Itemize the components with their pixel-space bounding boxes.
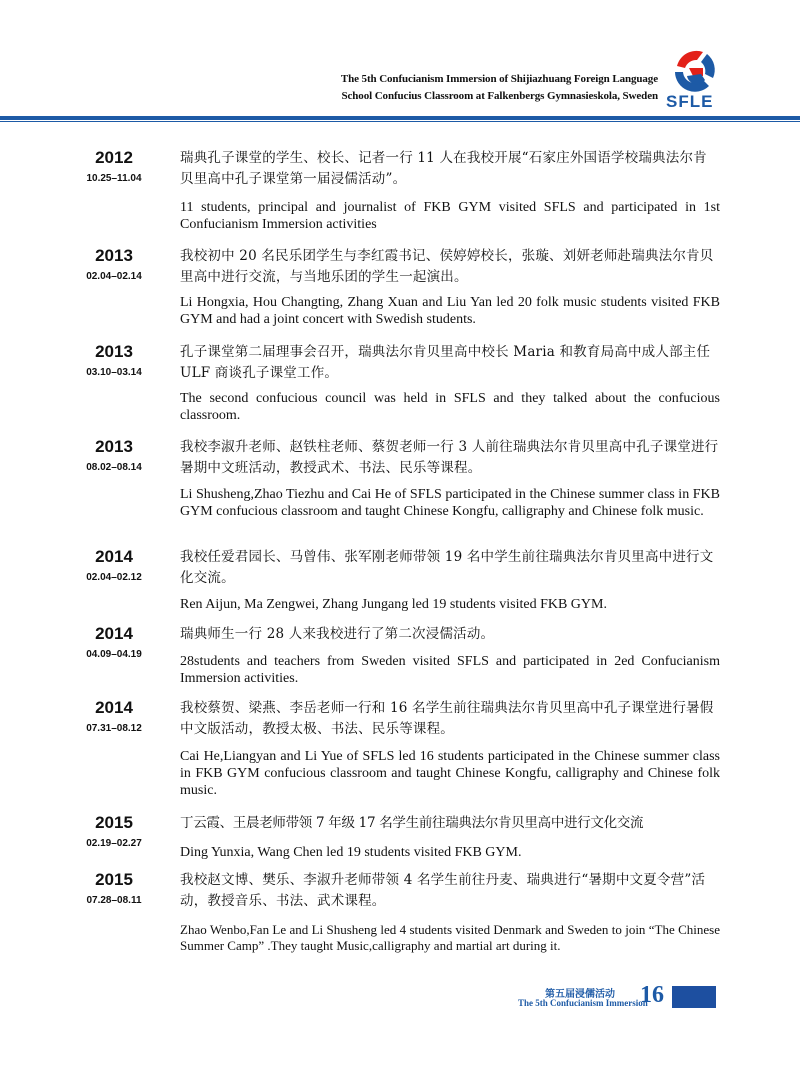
entry-english-text: Cai He,Liangyan and Li Yue of SFLS led 16 students participated in the Chinese summer class in FKB GYM confucious classroom and taught Chinese Kongfu, calligraphy and Chinese folk music.: [180, 749, 720, 798]
entry-year: 2012: [95, 148, 133, 167]
entry-chinese-text: 丁云霞、王晨老师带领 7 年级 17 名学生前往瑞典法尔肯贝里高中进行文化交流: [180, 815, 644, 831]
entry-date: [62, 698, 166, 736]
header-title: [341, 71, 658, 105]
entry-english-text: Ding Yunxia, Wang Chen led 19 students visited FKB GYM.: [180, 845, 522, 860]
entry-date-range: 02.19–02.27: [86, 838, 142, 849]
entry-year: 2013: [95, 437, 133, 456]
entry-date-range: 02.04–02.14: [86, 271, 142, 282]
entry-year: 2014: [95, 547, 133, 566]
entry-date-range: 02.04–02.12: [86, 572, 142, 583]
entry-date-range: 07.31–08.12: [86, 723, 142, 734]
entry-date-range: 04.09–04.19: [86, 649, 142, 660]
entry-year: 2013: [95, 246, 133, 265]
entry-date-range: 08.02–08.14: [86, 462, 142, 473]
entry-date: [62, 813, 166, 851]
entry-chinese-text: 我校初中 20 名民乐团学生与李红霞书记、侯婷婷校长，张璇、刘妍老师赴瑞典法尔肯贝里高中进行交流，与当地乐团的学生一起演出。: [180, 248, 714, 285]
entry-date: [62, 624, 166, 662]
entry-year: 2014: [95, 698, 133, 717]
entry-english-text: 11 students, principal and journalist of FKB GYM visited SFLS and participated in 1st Confucianism Immersion activities: [180, 200, 720, 232]
entry-date: [62, 148, 166, 186]
header-divider-thin: [0, 121, 800, 122]
entry-date: [62, 870, 166, 908]
entry-date-range: 10.25–11.04: [86, 173, 142, 184]
entry-english-text: Zhao Wenbo,Fan Le and Li Shusheng led 4 students visited Denmark and Sweden to join “The Chinese Summer Camp” .They taught Music,calligraphy and martial art during it.: [180, 922, 720, 953]
entry-year: 2015: [95, 813, 133, 832]
logo-text: SFLE: [666, 92, 714, 111]
footer-chinese-title: 第五届浸儒活动: [545, 989, 615, 1000]
entry-chinese-text: 瑞典孔子课堂的学生、校长、记者一行 11 人在我校开展“石家庄外国语学校瑞典法尔肯贝里高中孔子课堂第一届浸儒活动”。: [180, 150, 707, 187]
entry-date: [62, 246, 166, 284]
entry-date: [62, 547, 166, 585]
entry-date-range: 03.10–03.14: [86, 367, 142, 378]
header-divider: [0, 116, 800, 120]
entry-english-text: The second confucious council was held in SFLS and they talked about the confucious classroom.: [180, 391, 720, 423]
header-title-line2: School Confucius Classroom at Falkenbergs Gymnasieskola, Sweden: [341, 90, 658, 102]
entry-chinese-text: 我校赵文博、樊乐、李淑升老师带领 4 名学生前往丹麦、瑞典进行“暑期中文夏令营”活动，教授音乐、书法、武术课程。: [180, 872, 706, 909]
entry-chinese-text: 孔子课堂第二届理事会召开，瑞典法尔肯贝里高中校长 Maria 和教育局高中成人部主任 ULF 商谈孔子课堂工作。: [180, 344, 711, 381]
entry-english-text: 28students and teachers from Sweden visited SFLS and participated in 2ed Confucianism Immersion activities.: [180, 654, 720, 686]
entry-chinese-text: 我校李淑升老师、赵铁柱老师、蔡贺老师一行 3 人前往瑞典法尔肯贝里高中孔子课堂进行暑期中文班活动，教授武术、书法、民乐等课程。: [180, 439, 719, 476]
footer-english-title: The 5th Confucianism Immersion: [518, 998, 648, 1008]
entry-year: 2013: [95, 342, 133, 361]
entry-date: [62, 342, 166, 380]
entry-chinese-text: 我校任爱君园长、马曾伟、张军刚老师带领 19 名中学生前往瑞典法尔肯贝里高中进行文化交流。: [180, 549, 714, 586]
entry-chinese-text: 瑞典师生一行 28 人来我校进行了第二次浸儒活动。: [180, 626, 495, 642]
entry-chinese-text: 我校蔡贺、梁燕、李岳老师一行和 16 名学生前往瑞典法尔肯贝里高中孔子课堂进行暑假中文版活动，教授太极、书法、民乐等课程。: [180, 700, 714, 737]
entry-english-text: Li Hongxia, Hou Changting, Zhang Xuan and Liu Yan led 20 folk music students visited FKB GYM and had a joint concert with Swedish students.: [180, 295, 720, 327]
header-title-line1: The 5th Confucianism Immersion of Shijiazhuang Foreign Language: [340, 73, 658, 85]
entry-date-range: 07.28–08.11: [86, 895, 142, 906]
entry-english-text: Li Shusheng,Zhao Tiezhu and Cai He of SFLS participated in the Chinese summer class in FKB GYM confucious classroom and taught Chinese Kongfu, calligraphy and Chinese folk music.: [180, 487, 720, 519]
entry-english-text: Ren Aijun, Ma Zengwei, Zhang Jungang led 19 students visited FKB GYM.: [180, 597, 607, 612]
entry-date: [62, 437, 166, 475]
entry-year: 2014: [95, 624, 133, 643]
entry-year: 2015: [95, 870, 133, 889]
page-number: 16: [640, 982, 664, 1008]
footer-color-bar: [672, 986, 716, 1008]
